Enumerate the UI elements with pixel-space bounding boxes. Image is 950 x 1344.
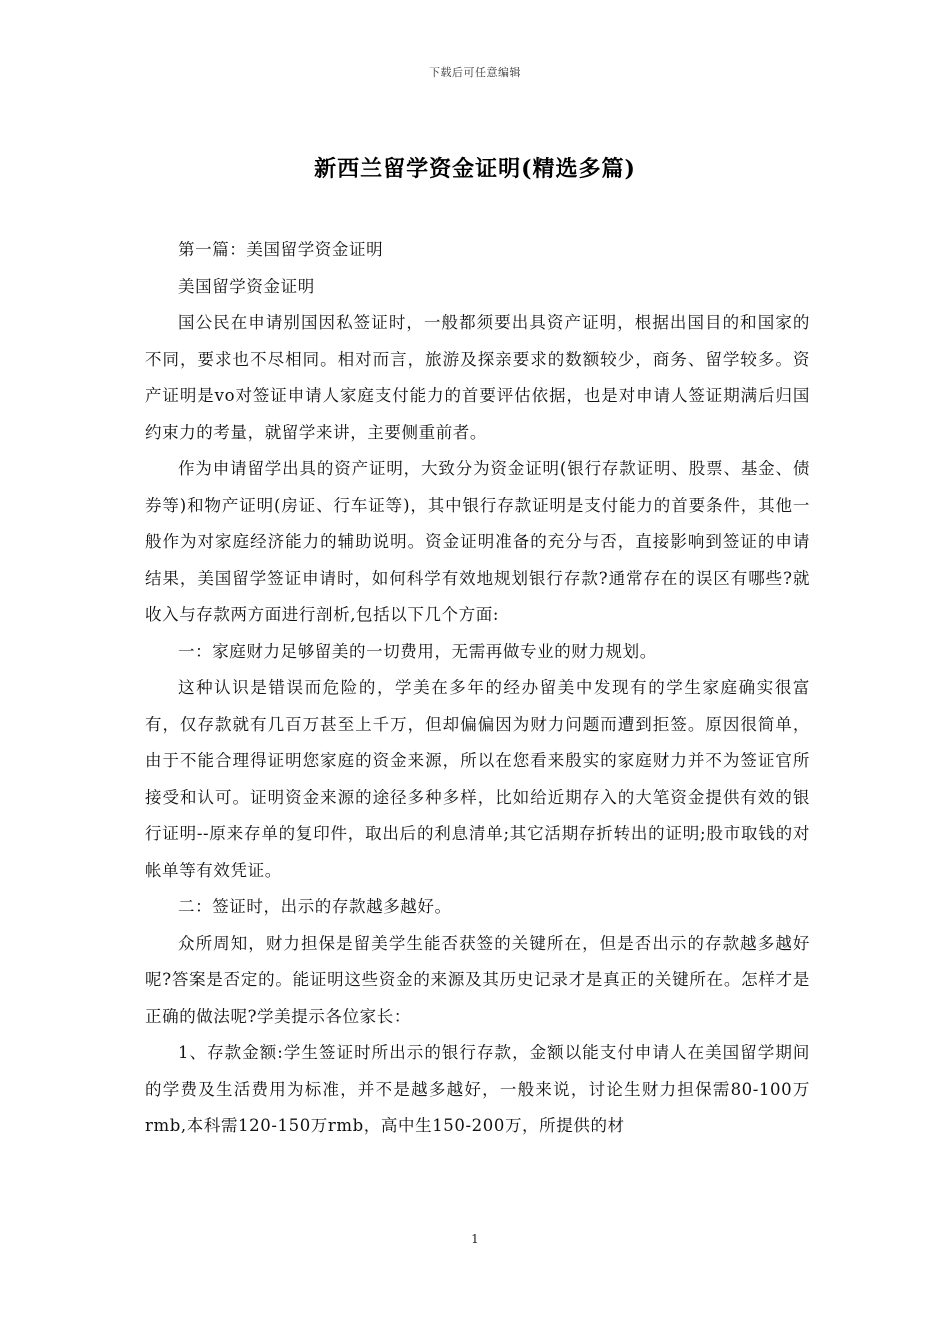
body-paragraph: 这种认识是错误而危险的，学美在多年的经办留美中发现有的学生家庭确实很富有，仅存款就有几百万甚至上千万，但却偏偏因为财力问题而遭到拒签。原因很简单，由于不能合理得证明您家庭的资金来源，所以在您看来殷实的家庭财力并不为签证官所接受和认可。证明资金来源的途径多种多样，比如给近期存入的大笔资金提供有效的银行证明--原来存单的复印件，取出后的利息清单;其它活期存折转出的证明;股市取钱的对帐单等有效凭证。 [145,678,810,880]
body-paragraph: 国公民在申请别国因私签证时，一般都须要出具资产证明，根据出国目的和国家的不同，要求也不尽相同。相对而言，旅游及探亲要求的数额较少，商务、留学较多。资产证明是vo对签证申请人家庭支付能力的首要评估依据，也是对申请人签证期满后归国约束力的考量，就留学来讲，主要侧重前者。 [145,313,810,442]
document-body [145,232,810,1145]
body-paragraph: 1、存款金额:学生签证时所出示的银行存款，金额以能支付申请人在美国留学期间的学费及生活费用为标准，并不是越多越好，一般来说，讨论生财力担保需80-100万rmb,本科需120-150万rmb，高中生150-200万，所提供的材 [145,1043,810,1135]
body-paragraph: 作为申请留学出具的资产证明，大致分为资金证明(银行存款证明、股票、基金、债券等)和物产证明(房证、行车证等)，其中银行存款证明是支付能力的首要条件，其他一般作为对家庭经济能力的辅助说明。资金证明准备的充分与否，直接影响到签证的申请结果，美国留学签证申请时，如何科学有效地规划银行存款?通常存在的误区有哪些?就收入与存款两方面进行剖析,包括以下几个方面: [145,459,810,624]
point-heading: 一：家庭财力足够留美的一切费用，无需再做专业的财力规划。 [178,641,657,661]
subheading: 美国留学资金证明 [178,276,315,296]
page-header-note: 下载后可任意编辑 [429,66,521,79]
document-title: 新西兰留学资金证明(精选多篇) [314,156,636,182]
section-heading: 第一篇：美国留学资金证明 [178,240,384,259]
point-heading: 二：签证时，出示的存款越多越好。 [178,897,452,916]
page-number: 1 [471,1232,479,1246]
body-paragraph: 众所周知，财力担保是留美学生能否获签的关键所在，但是否出示的存款越多越好呢?答案是否定的。能证明这些资金的来源及其历史记录才是真正的关键所在。怎样才是正确的做法呢?学美提示各位家长： [145,933,810,1026]
